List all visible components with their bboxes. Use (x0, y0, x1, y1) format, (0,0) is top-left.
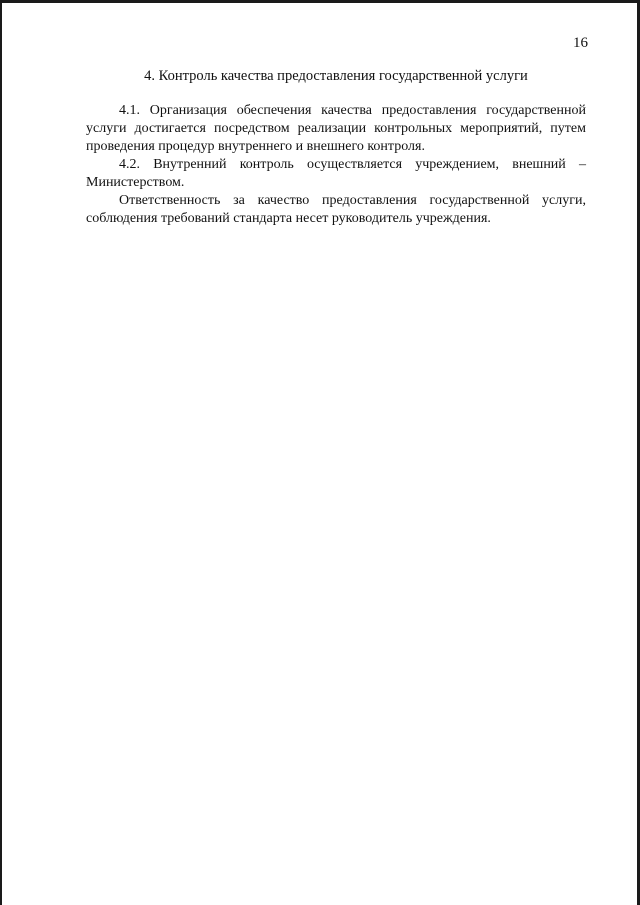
page-number: 16 (573, 35, 588, 51)
paragraph-4-1: 4.1. Организация обеспечения качества предоставления государственной услуги достигается посредством реализации контрольных мероприятий, путем проведения процедур внутреннего и внешнего контроля. (86, 103, 586, 154)
scan-edge-top (0, 0, 640, 3)
paragraph-responsibility: Ответственность за качество предоставления государственной услуги, соблюдения требований стандарта несет руководитель учреждения. (86, 193, 586, 226)
section-title: 4. Контроль качества предоставления государственной услуги (144, 68, 528, 84)
section-body (86, 102, 586, 228)
paragraph-4-2: 4.2. Внутренний контроль осуществляется учреждением, внешний – Министерством. (86, 157, 586, 190)
scan-edge-left (0, 0, 2, 905)
